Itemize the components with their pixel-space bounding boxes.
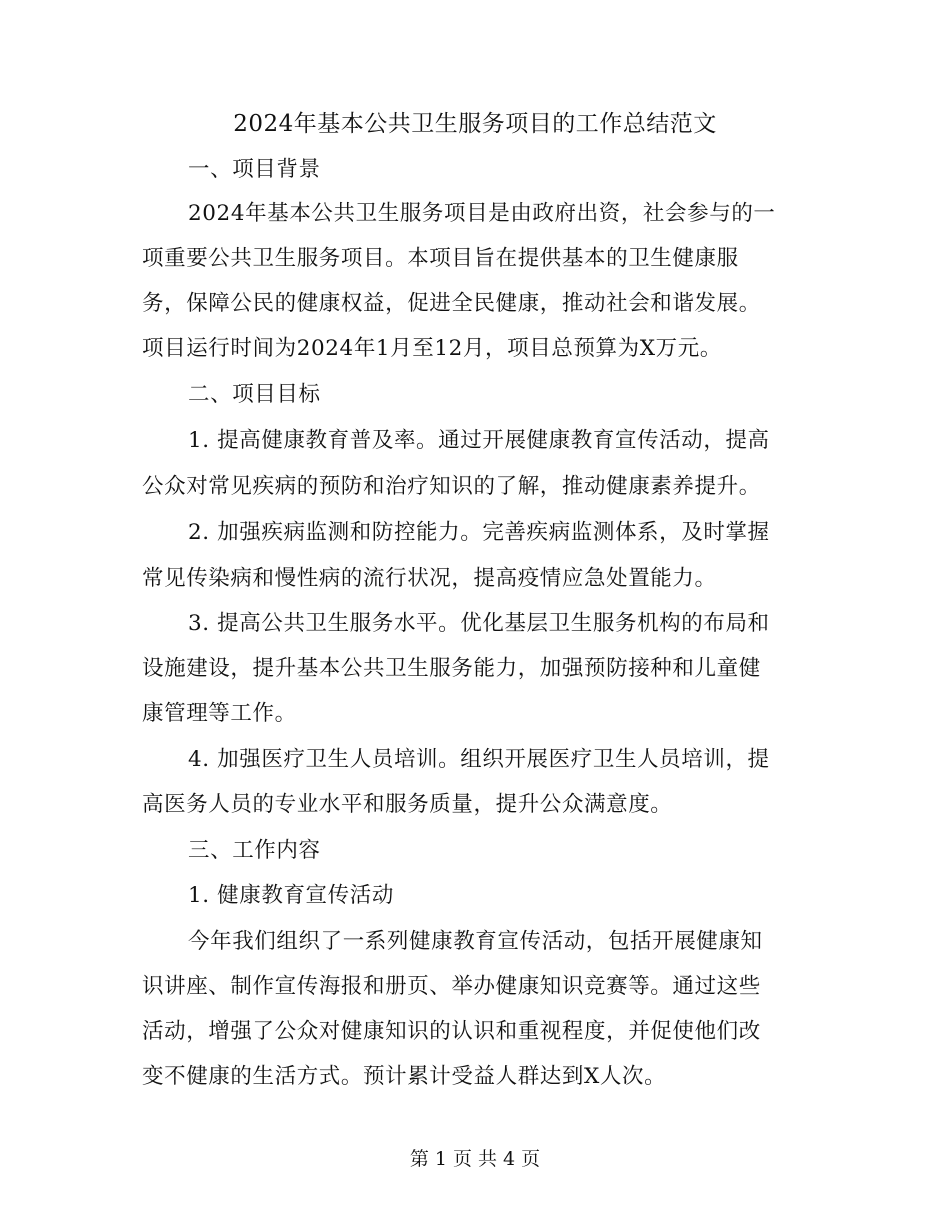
paragraph-line: 1. 提高健康教育普及率。通过开展健康教育宣传活动，提高 [188, 428, 770, 453]
paragraph-line: 高医务人员的专业水平和服务质量，提升公众满意度。 [142, 792, 673, 817]
section-heading-goals: 二、项目目标 [188, 382, 321, 407]
paragraph-line: 变不健康的生活方式。预计累计受益人群达到X人次。 [142, 1064, 667, 1089]
paragraph-line: 2. 加强疾病监测和防控能力。完善疾病监测体系，及时掌握 [188, 520, 770, 545]
page-number-footer: 第 1 页 共 4 页 [409, 1148, 541, 1170]
section-heading-background: 一、项目背景 [188, 157, 321, 182]
paragraph-line: 项重要公共卫生服务项目。本项目旨在提供基本的卫生健康服 [142, 246, 739, 271]
paragraph-line: 今年我们组织了一系列健康教育宣传活动，包括开展健康知 [188, 929, 763, 954]
paragraph-line: 4. 加强医疗卫生人员培训。组织开展医疗卫生人员培训，提 [188, 747, 770, 772]
paragraph-line: 公众对常见疾病的预防和治疗知识的了解，推动健康素养提升。 [142, 474, 761, 499]
paragraph-line: 活动，增强了公众对健康知识的认识和重视程度，并促使他们改 [142, 1019, 761, 1044]
subheading-health-education: 1. 健康教育宣传活动 [188, 883, 394, 908]
document-title: 2024年基本公共卫生服务项目的工作总结范文 [233, 111, 717, 137]
paragraph-line: 项目运行时间为2024年1月至12月，项目总预算为X万元。 [142, 336, 722, 361]
paragraph-line: 常见传染病和慢性病的流行状况，提高疫情应急处置能力。 [142, 566, 717, 591]
section-heading-work: 三、工作内容 [188, 838, 321, 863]
paragraph-line: 识讲座、制作宣传海报和册页、举办健康知识竞赛等。通过这些 [142, 974, 761, 999]
paragraph-line: 3. 提高公共卫生服务水平。优化基层卫生服务机构的布局和 [188, 611, 770, 636]
paragraph-line: 2024年基本公共卫生服务项目是由政府出资，社会参与的一 [188, 201, 776, 226]
paragraph-line: 康管理等工作。 [142, 701, 297, 726]
paragraph-line: 设施建设，提升基本公共卫生服务能力，加强预防接种和儿童健 [142, 656, 761, 681]
paragraph-line: 务，保障公民的健康权益，促进全民健康，推动社会和谐发展。 [142, 291, 761, 316]
